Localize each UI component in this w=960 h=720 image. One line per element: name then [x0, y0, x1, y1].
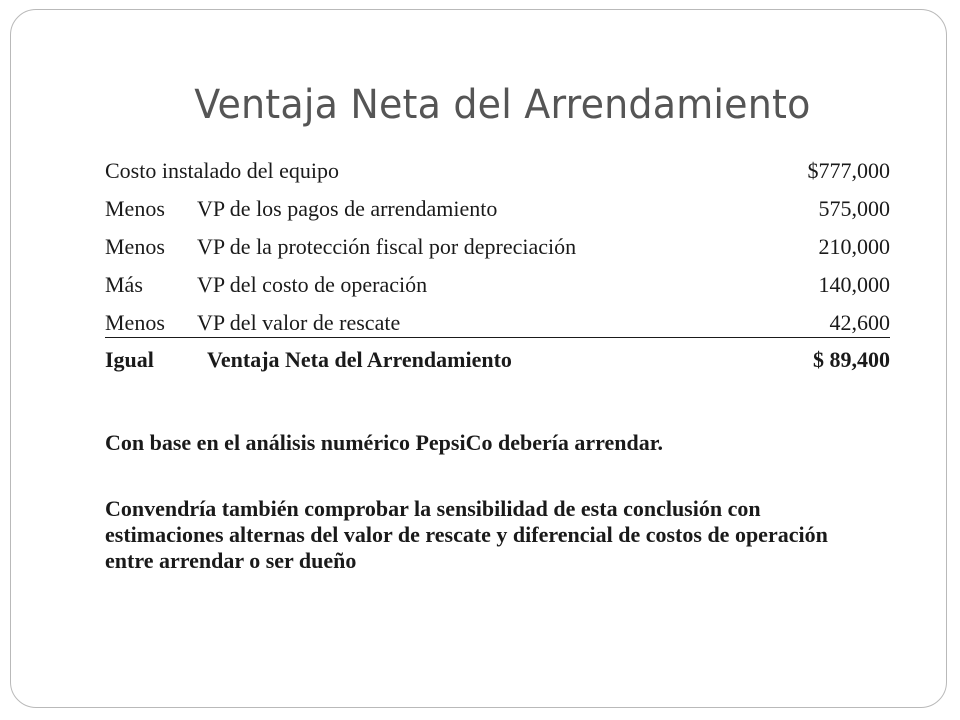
row-value: 42,600 [829, 310, 890, 335]
row-description: Ventaja Neta del Arrendamiento [207, 347, 512, 372]
slide-title: Ventaja Neta del Arrendamiento [193, 82, 811, 128]
table-row [105, 228, 890, 266]
row-value: 140,000 [818, 272, 890, 297]
row-label: Costo instalado del equipo [105, 158, 340, 183]
paragraph-text: Convendría también comprobar la sensibilidad de esta conclusión con estimaciones alternas del valor de rescate y diferencial de costos de operación entre arrendar o ser dueño [105, 496, 828, 573]
paragraph-text: Con base en el análisis numérico PepsiCo debería arrendar. [105, 430, 663, 455]
total-row [105, 341, 890, 379]
table-row [105, 152, 890, 190]
row-label: Menos [105, 310, 165, 335]
row-description: VP del valor de rescate [197, 310, 401, 335]
row-description: VP de los pagos de arrendamiento [197, 196, 498, 221]
row-description: VP del costo de operación [197, 272, 428, 297]
row-label: Menos [105, 196, 165, 221]
row-label: Igual [105, 347, 154, 372]
row-value: $ 89,400 [813, 347, 890, 372]
conclusion-paragraph [105, 430, 865, 456]
row-value: 210,000 [818, 234, 890, 259]
table-row [105, 304, 890, 338]
row-description: VP de la protección fiscal por depreciación [197, 234, 577, 259]
row-label: Más [105, 272, 143, 297]
row-value: 575,000 [818, 196, 890, 221]
table-row [105, 190, 890, 228]
recommendation-paragraph [105, 496, 865, 574]
table-row [105, 266, 890, 304]
row-value: $777,000 [807, 158, 890, 183]
lease-analysis-table [105, 152, 890, 379]
row-label: Menos [105, 234, 165, 259]
